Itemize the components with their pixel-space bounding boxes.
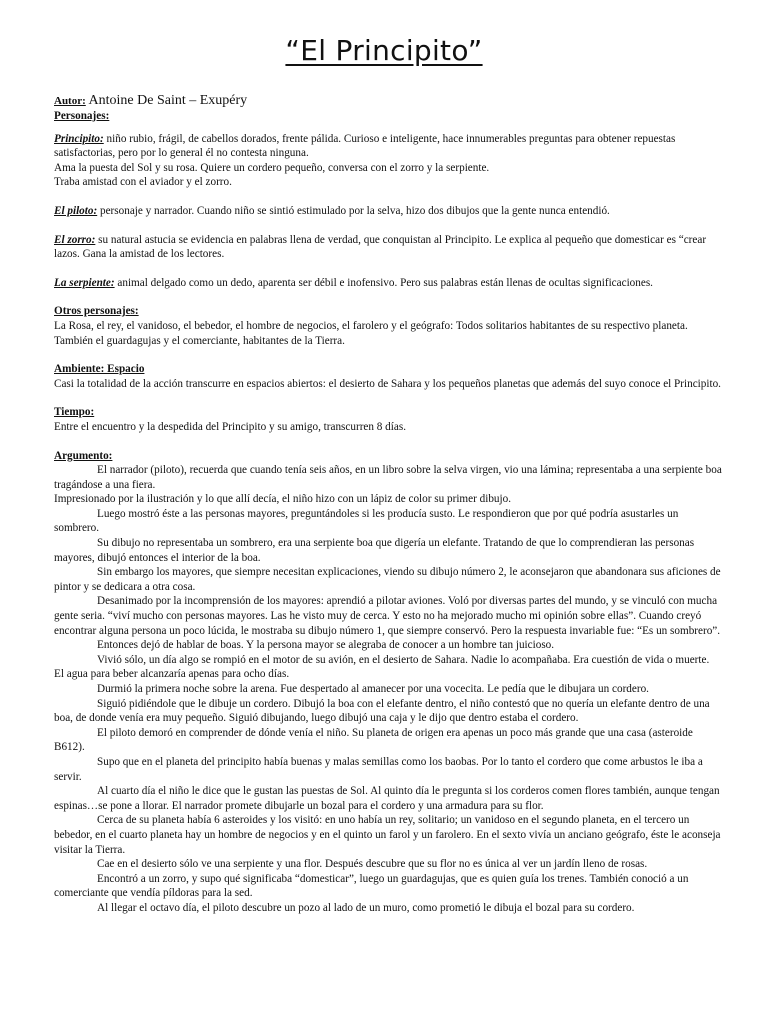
character-text: personaje y narrador. Cuando niño se sintió estimulado por la selva, hizo dos dibujos que la gente nunca entendió. — [97, 204, 610, 217]
character-principito — [54, 132, 722, 161]
argumento-paragraph: Su dibujo no representaba un sombrero, era una serpiente boa que digería un elefante. Tratando de que lo comprendieran las personas mayores, dibujó entonces el interior de la boa. — [54, 537, 695, 564]
otros-text: También el guardagujas y el comerciante, habitantes de la Tierra. — [54, 334, 345, 347]
argumento-paragraph: El piloto demoró en comprender de dónde venía el niño. Su planeta de origen era apenas un poco más grande que una casa (asteroide B612). — [54, 726, 693, 754]
ambiente-text: Casi la totalidad de la acción transcurre en espacios abiertos: el desierto de Sahara y los pequeños planetas que además del suyo conoce el Principito. — [54, 377, 721, 390]
argumento-paragraph: Sin embargo los mayores, que siempre necesitan explicaciones, viendo su dibujo número 2, le aconsejaron que abandonara sus aficiones de pintor y se dedicara a otra cosa. — [54, 566, 721, 593]
character-text-line: Traba amistad con el aviador y el zorro. — [54, 176, 232, 189]
author-line — [54, 93, 722, 109]
otros-heading: Otros personajes: — [54, 305, 139, 318]
argumento-paragraph: Cerca de su planeta había 6 asteroides y los visitó: en uno había un rey, solitario; un vanidoso en el segundo planeta, en el tercero un bebedor, en el cuarto planeta hay un hombre de negocios y en el quinto un farol y un farolero. En el sexto vivía un anciano geógrafo, éste le aconseja visitar la Tierra. — [54, 814, 721, 856]
ambiente-heading: Ambiente: Espacio — [54, 363, 145, 376]
author-name: Antoine De Saint – Exupéry — [88, 93, 248, 108]
argumento-paragraph: Vivió sólo, un día algo se rompió en el motor de su avión, en el desierto de Sahara. Nadie lo acompañaba. Era cuestión de vida o muerte. El agua para beber alcanzaría apenas para ocho días. — [54, 653, 710, 681]
argumento-paragraph: Supo que en el planeta del principito había buenas y malas semillas como los baobas. Por lo tanto el cordero que come arbustos le iba a servir. — [54, 755, 703, 783]
argumento-body — [54, 463, 722, 915]
author-label: Autor: — [54, 95, 86, 107]
argumento-heading: Argumento: — [54, 449, 113, 462]
character-piloto — [54, 204, 722, 219]
character-label: La serpiente: — [54, 276, 115, 289]
document-body — [54, 93, 722, 916]
argumento-paragraph: Encontró a un zorro, y supo qué significaba “domesticar”, luego un guardagujas, que es quien guía los trenes. También conoció a un comerciante que vendía píldoras para la sed. — [54, 872, 689, 900]
character-text: animal delgado como un dedo, aparenta ser débil e inofensivo. Pero sus palabras están llenas de ocultas significaciones. — [114, 276, 653, 289]
argumento-paragraph: Durmió la primera noche sobre la arena. Fue despertado al amanecer por una vocecita. Le pedía que le dibujara un cordero. — [97, 683, 649, 695]
argumento-paragraph: Siguió pidiéndole que le dibuje un cordero. Dibujó la boa con el elefante dentro, el niño contestó que no quería un elefante dentro de una boa, de donde venía era muy pequeño. Siguió dibujando, luego dibujó una caja y le dijo que dentro estaba el cordero. — [54, 697, 710, 725]
argumento-paragraph: Al cuarto día el niño le dice que le gustan las puestas de Sol. Al quinto día le pregunta si los corderos comen flores también, aunque tengan espinas…se pone a llorar. El narrador promete dibujarle un bozal para el cordero y una armadura para su flor. — [54, 785, 720, 812]
character-zorro — [54, 233, 722, 262]
argumento-paragraph: Luego mostró éste a las personas mayores, preguntándoles si les producía susto. Le respondieron que por qué podría asustarles un sombrero. — [54, 507, 679, 535]
tiempo-heading: Tiempo: — [54, 406, 95, 419]
character-label: El zorro: — [54, 233, 96, 246]
personajes-heading: Personajes: — [54, 110, 110, 122]
argumento-paragraph: Cae en el desierto sólo ve una serpiente y una flor. Después descubre que su flor no es única al ver un jardín lleno de rosas. — [97, 858, 648, 871]
character-serpiente — [54, 276, 722, 291]
character-text-line: Ama la puesta del Sol y su rosa. Quiere un cordero pequeño, conversa con el zorro y la serpiente. — [54, 161, 490, 174]
character-text: su natural astucia se evidencia en palabras llena de verdad, que conquistan al Principito. Le explica al pequeño que domesticar es “crear lazos. Gana la amistad de los lectores. — [54, 233, 707, 261]
argumento-paragraph: Impresionado por la ilustración y lo que allí decía, el niño hizo con un lápiz de color su primer dibujo. — [54, 493, 512, 506]
character-label: Principito: — [54, 132, 104, 145]
argumento-paragraph: El narrador (piloto), recuerda que cuando tenía seis años, en un libro sobre la selva virgen, vio una lámina; representaba a una serpiente boa tragándose a una fiera. — [54, 464, 722, 491]
tiempo-text: Entre el encuentro y la despedida del Principito y su amigo, transcurren 8 días. — [54, 420, 406, 433]
character-label: El piloto: — [54, 204, 98, 217]
argumento-paragraph: Entonces dejó de hablar de boas. Y la persona mayor se alegraba de conocer a un hombre tan juicioso. — [97, 639, 555, 652]
otros-text: La Rosa, el rey, el vanidoso, el bebedor, el hombre de negocios, el farolero y el geógrafo: Todos solitarios habitantes de su respectivo planeta. — [54, 319, 688, 332]
argumento-paragraph: Al llegar el octavo día, el piloto descubre un pozo al lado de un muro, como prometió le dibuja el bozal para su cordero. — [97, 901, 635, 914]
argumento-paragraph: Desanimado por la incomprensión de los mayores: aprendió a pilotar aviones. Voló por diversas partes del mundo, y se vinculó con mucha gente seria. “viví mucho con personas mayores. Las he visto muy de cerca. Y esto no ha mejorado mucho mi opinión sobre ellas”. Cuando creyó encontrar alguna persona un poco lúcida, le mostraba su dibujo número 1, que siempre conservó. Pero la respuesta invariable fue: “Es un sombrero”. — [54, 595, 721, 637]
character-text: niño rubio, frágil, de cabellos dorados, frente pálida. Curioso e inteligente, hace innumerables preguntas para obtener repuestas satisfactorias, pero por lo general él no contesta ninguna. — [54, 132, 676, 160]
document-title: “El Principito” — [285, 34, 483, 67]
